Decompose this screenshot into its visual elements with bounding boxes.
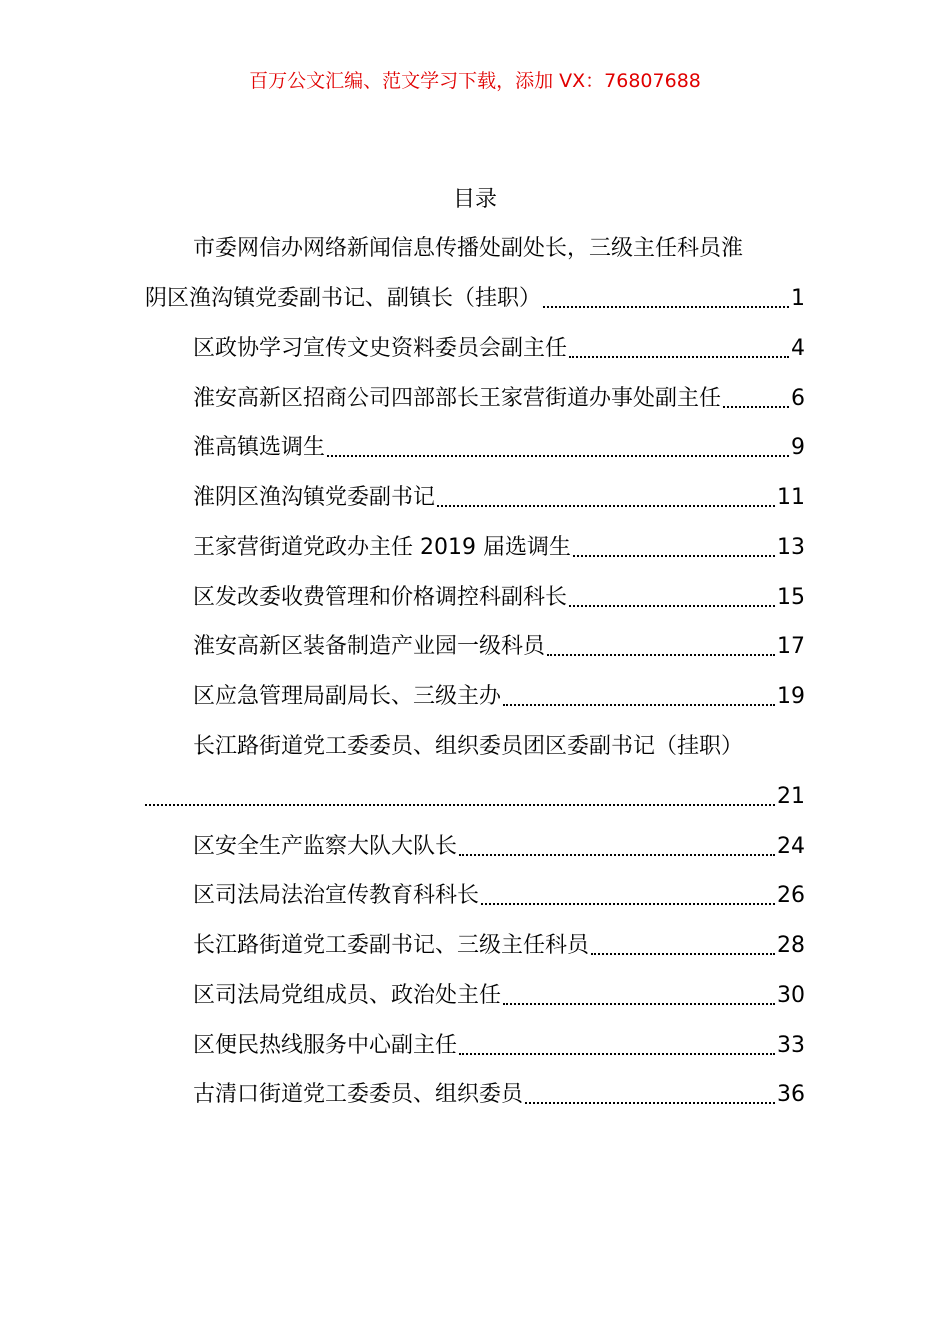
toc-entry-title: 区发改委收费管理和价格调控科副科长 — [193, 585, 568, 610]
toc-entry-page: 11 — [777, 485, 805, 510]
dot-leader — [573, 555, 775, 557]
dot-leader — [327, 455, 789, 457]
toc-entry-page: 17 — [777, 634, 805, 659]
dot-leader — [503, 704, 775, 706]
toc-entry-title: 古清口街道党工委委员、组织委员 — [193, 1082, 524, 1107]
toc-entry-page: 24 — [777, 834, 805, 859]
toc-entry-0[interactable] — [145, 232, 805, 316]
dot-leader — [437, 505, 775, 507]
watermark-header: 百万公文汇编、范文学习下载，添加 VX：76807688 — [249, 70, 701, 92]
toc-entry-page: 1 — [791, 286, 805, 311]
toc-entry-4[interactable] — [145, 481, 805, 515]
dot-leader — [547, 654, 775, 656]
dot-leader — [543, 306, 789, 308]
toc-entry-title: 王家营街道党政办主任 2019 届选调生 — [193, 535, 571, 560]
toc-entry-3[interactable] — [145, 431, 805, 465]
dot-leader — [503, 1003, 775, 1005]
toc-entry-2[interactable] — [145, 382, 805, 416]
toc-entry-title: 区便民热线服务中心副主任 — [193, 1033, 458, 1058]
toc-entry-title: 长江路街道党工委副书记、三级主任科员 — [193, 933, 590, 958]
toc-entry-15[interactable] — [145, 1078, 805, 1112]
toc-entry-title-line1: 长江路街道党工委委员、组织委员团区委副书记（挂职） — [193, 734, 744, 759]
toc-entry-12[interactable] — [145, 929, 805, 963]
toc-title: 目录 — [452, 187, 497, 212]
toc-entry-8[interactable] — [145, 680, 805, 714]
toc-entry-14[interactable] — [145, 1029, 805, 1063]
toc-entry-10[interactable] — [145, 830, 805, 864]
toc-entry-page: 4 — [791, 336, 805, 361]
dot-leader — [145, 804, 775, 806]
dot-leader — [723, 406, 789, 408]
dot-leader — [569, 605, 775, 607]
toc-entry-title: 区司法局法治宣传教育科科长 — [193, 883, 480, 908]
dot-leader — [481, 903, 775, 905]
toc-entry-title: 淮高镇选调生 — [193, 435, 326, 460]
dot-leader — [459, 1053, 775, 1055]
toc-entry-7[interactable] — [145, 630, 805, 664]
toc-entry-page: 6 — [791, 386, 805, 411]
toc-entry-11[interactable] — [145, 879, 805, 913]
toc-entry-page: 26 — [777, 883, 805, 908]
toc-entry-page: 9 — [791, 435, 805, 460]
toc-entry-page: 15 — [777, 585, 805, 610]
toc-entry-page: 33 — [777, 1033, 805, 1058]
toc-entry-title: 淮阴区渔沟镇党委副书记 — [193, 485, 436, 510]
toc-entry-title: 淮安高新区招商公司四部部长王家营街道办事处副主任 — [193, 386, 722, 411]
toc-entry-title-line2: 阴区渔沟镇党委副书记、副镇长（挂职） — [145, 286, 542, 311]
dot-leader — [459, 854, 775, 856]
toc-entry-page: 19 — [777, 684, 805, 709]
toc-entry-page: 13 — [777, 535, 805, 560]
toc-entry-title: 区安全生产监察大队大队长 — [193, 834, 458, 859]
toc-entry-13[interactable] — [145, 979, 805, 1013]
dot-leader — [591, 953, 775, 955]
toc-entry-page: 30 — [777, 983, 805, 1008]
toc-entry-page: 21 — [777, 784, 805, 809]
toc-entry-page: 36 — [777, 1082, 805, 1107]
dot-leader — [569, 356, 789, 358]
toc-entry-6[interactable] — [145, 581, 805, 615]
toc-entry-1[interactable] — [145, 332, 805, 366]
toc-entry-title: 区应急管理局副局长、三级主办 — [193, 684, 502, 709]
dot-leader — [525, 1102, 775, 1104]
toc-entry-5[interactable] — [145, 531, 805, 565]
toc-entry-9[interactable] — [145, 730, 805, 814]
toc-entry-title-line1: 市委网信办网络新闻信息传播处副处长，三级主任科员淮 — [193, 236, 744, 261]
toc-entry-page: 28 — [777, 933, 805, 958]
toc-entry-title: 区司法局党组成员、政治处主任 — [193, 983, 502, 1008]
toc-entry-title: 淮安高新区装备制造产业园一级科员 — [193, 634, 546, 659]
toc-entry-title: 区政协学习宣传文史资料委员会副主任 — [193, 336, 568, 361]
